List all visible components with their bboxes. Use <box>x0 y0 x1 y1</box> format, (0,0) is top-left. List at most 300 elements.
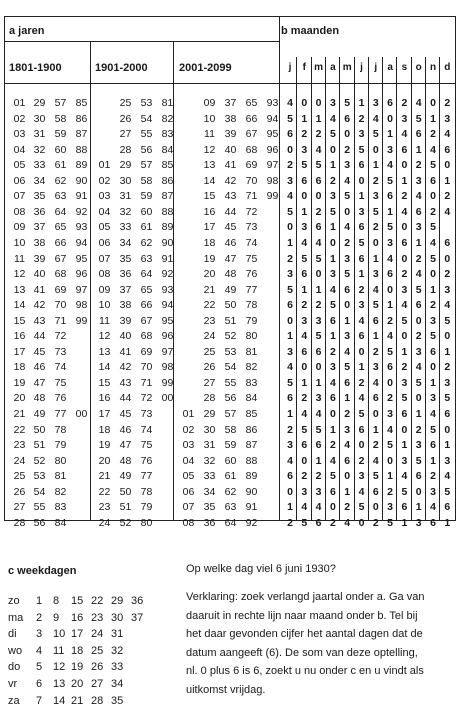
year-cell: 95 <box>161 314 174 327</box>
month-code-cell: 0 <box>387 454 394 467</box>
year-cell: 78 <box>245 299 258 312</box>
year-cell: 77 <box>245 283 258 296</box>
year-cell: 44 <box>33 330 46 343</box>
month-code-cell: 6 <box>387 97 394 109</box>
year-cell: 00 <box>161 392 174 405</box>
year-cell: 30 <box>119 174 132 187</box>
month-code-cell: 5 <box>372 128 379 141</box>
month-code-cell: 5 <box>415 112 422 125</box>
year-cell: 86 <box>245 423 258 436</box>
month-label: j <box>360 62 363 73</box>
month-code-cell: 2 <box>358 376 365 389</box>
month-code-cell: 1 <box>315 454 322 467</box>
year-cell: 65 <box>140 283 153 296</box>
year-cell: 25 <box>119 97 132 109</box>
month-code-cell: 3 <box>415 221 422 234</box>
year-cell: 39 <box>224 128 237 141</box>
month-code-cell: 2 <box>372 439 379 452</box>
month-code-cell: 3 <box>415 516 422 529</box>
month-code-cell: 5 <box>387 221 394 234</box>
year-cell: 03 <box>13 128 26 141</box>
weekday-number: 1 <box>36 595 43 607</box>
month-code-cell: 2 <box>401 268 408 281</box>
year-cell: 03 <box>182 439 195 452</box>
year-cell: 49 <box>224 283 237 296</box>
month-code-cell: 4 <box>329 376 336 389</box>
year-cell: 77 <box>140 470 153 483</box>
year-cell: 09 <box>203 97 216 109</box>
month-code-cell: 6 <box>287 470 293 483</box>
month-code-cell: 6 <box>315 345 322 358</box>
month-code-cell: 0 <box>401 330 408 343</box>
weekday-number: 10 <box>53 628 66 641</box>
month-code-cell: 1 <box>315 376 322 389</box>
month-code-cell: 1 <box>301 283 308 296</box>
year-cell: 36 <box>203 516 216 529</box>
year-cell: 54 <box>224 361 237 374</box>
year-cell: 82 <box>245 361 258 374</box>
calendar-table <box>4 16 456 529</box>
year-cell: 35 <box>203 501 216 514</box>
year-cell: 46 <box>33 361 46 374</box>
month-code-cell: 4 <box>344 516 351 529</box>
weekday-number: 3 <box>36 628 43 641</box>
year-cell: 76 <box>140 454 153 467</box>
year-cell: 19 <box>13 376 26 389</box>
year-cell <box>179 360 198 374</box>
month-code-cell: 1 <box>344 485 351 498</box>
month-code-cell: 4 <box>358 485 365 498</box>
year-cell: 16 <box>98 392 111 405</box>
month-code-cell: 1 <box>415 236 422 249</box>
year-cell: 15 <box>203 190 216 203</box>
year-cell: 42 <box>224 174 237 187</box>
year-cell: 65 <box>245 97 258 109</box>
month-code-cell: 4 <box>372 283 379 296</box>
year-cell <box>263 376 282 390</box>
year-cell <box>158 485 177 499</box>
month-label: n <box>429 62 437 73</box>
month-code-cell: 2 <box>401 190 408 203</box>
year-cell: 73 <box>245 221 258 234</box>
weekday-number: 34 <box>111 678 124 690</box>
year-cell: 17 <box>203 221 216 234</box>
year-cell: 87 <box>75 128 88 141</box>
month-code-cell: 6 <box>315 439 322 452</box>
month-code-cell: 5 <box>344 361 351 374</box>
month-code-cell: 2 <box>344 501 351 514</box>
year-cell: 70 <box>245 174 258 187</box>
year-cell <box>95 143 114 157</box>
month-code-cell: 0 <box>444 330 451 343</box>
year-cell: 46 <box>119 423 132 436</box>
month-code-cell: 6 <box>430 439 436 452</box>
month-code-cell: 1 <box>444 345 451 358</box>
month-code-cell: 2 <box>444 268 451 281</box>
month-code-cell: 2 <box>315 205 322 218</box>
month-code-cell: 2 <box>358 283 365 296</box>
year-cell: 63 <box>140 252 153 265</box>
year-cell: 02 <box>98 174 111 187</box>
year-cell: 21 <box>98 470 111 483</box>
year-cell <box>72 360 91 374</box>
year-cell: 40 <box>33 268 46 281</box>
month-code-cell: 5 <box>287 376 293 389</box>
month-code-cell: 3 <box>301 221 308 234</box>
year-cell <box>179 174 198 188</box>
year-cell: 08 <box>182 516 195 529</box>
month-code-cell: 0 <box>401 423 408 436</box>
explanation-line: daaruit in rechte lijn naar maand onder b. Tel bij <box>186 609 418 622</box>
year-cell <box>179 314 198 328</box>
month-code-cell: 1 <box>387 470 394 483</box>
year-cell: 90 <box>75 174 88 187</box>
year-cell <box>179 252 198 266</box>
year-cell: 94 <box>161 299 174 312</box>
month-code-cell: 3 <box>329 190 336 203</box>
section-a-title: a jaren <box>9 25 45 37</box>
month-code-cell: 3 <box>387 408 394 420</box>
month-code-cell: 0 <box>372 236 379 249</box>
year-cell: 74 <box>54 361 67 374</box>
month-code-cell: 4 <box>344 221 351 234</box>
year-cell: 97 <box>75 283 88 296</box>
month-code-cell: 6 <box>358 330 365 343</box>
year-cell: 87 <box>245 439 258 452</box>
year-cell: 78 <box>54 423 67 436</box>
weekday-number: 33 <box>111 661 124 674</box>
weekday-number: 27 <box>91 678 104 690</box>
year-cell: 09 <box>98 283 111 296</box>
month-code-cell: 0 <box>372 501 379 514</box>
month-code-cell: 5 <box>444 314 451 327</box>
year-cell: 54 <box>33 485 46 498</box>
year-cell: 93 <box>75 221 88 234</box>
month-code-cell: 5 <box>387 174 394 187</box>
month-code-cell: 5 <box>430 159 436 172</box>
year-cell: 05 <box>13 159 26 172</box>
year-cell: 27 <box>119 128 132 141</box>
year-cell: 56 <box>224 392 237 405</box>
year-cell: 75 <box>245 252 258 265</box>
month-code-cell: 1 <box>344 314 351 327</box>
year-cell: 59 <box>140 190 153 203</box>
month-code-cell: 3 <box>372 268 379 281</box>
month-code-cell: 0 <box>358 345 365 358</box>
year-cell: 61 <box>224 470 237 483</box>
month-code-cell: 5 <box>387 439 394 452</box>
year-cell: 81 <box>245 345 258 358</box>
month-label: j <box>288 62 292 73</box>
weekday-number: 20 <box>71 678 84 690</box>
year-cell: 14 <box>98 361 111 374</box>
year-cell: 75 <box>54 376 67 389</box>
month-code-cell: 4 <box>315 236 322 249</box>
year-cell: 81 <box>161 97 174 109</box>
year-cell: 26 <box>119 112 132 125</box>
year-cell: 23 <box>98 501 111 514</box>
year-cell: 10 <box>98 299 111 312</box>
year-cell: 20 <box>203 268 216 281</box>
month-code-cell: 5 <box>329 299 336 312</box>
year-cell <box>179 143 198 157</box>
month-code-cell: 6 <box>401 236 408 249</box>
month-code-cell: 2 <box>329 439 336 452</box>
weekday-number: 22 <box>91 595 104 607</box>
month-code-cell: 6 <box>387 268 394 281</box>
month-code-cell: 5 <box>372 470 379 483</box>
year-cell: 95 <box>75 252 88 265</box>
year-cell: 08 <box>13 205 26 218</box>
explanation-line: uitkomst vrijdag. <box>186 683 266 696</box>
year-cell: 23 <box>13 439 26 452</box>
year-cell: 49 <box>33 408 46 420</box>
year-cell <box>263 407 282 421</box>
year-cell: 36 <box>119 268 132 281</box>
year-cell: 10 <box>13 236 26 249</box>
month-code-cell: 3 <box>344 423 351 436</box>
month-code-cell: 6 <box>415 470 422 483</box>
year-cell: 83 <box>245 376 258 389</box>
month-code-cell: 0 <box>301 190 308 203</box>
month-code-cell: 1 <box>315 283 322 296</box>
year-cell: 80 <box>245 330 258 343</box>
month-code-cell: 1 <box>358 97 365 109</box>
month-code-cell: 6 <box>315 174 322 187</box>
year-cell <box>95 112 114 126</box>
month-code-cell: 5 <box>287 205 293 218</box>
month-code-cell: 4 <box>387 252 394 265</box>
year-cell: 58 <box>140 174 153 187</box>
year-cell: 51 <box>33 439 46 452</box>
year-cell <box>72 376 91 390</box>
year-cell: 62 <box>54 174 67 187</box>
year-cell: 97 <box>266 159 279 172</box>
year-cell: 91 <box>161 252 174 265</box>
year-cell: 43 <box>33 314 46 327</box>
month-code-cell: 6 <box>358 252 365 265</box>
year-cell: 72 <box>140 392 153 405</box>
year-cell: 64 <box>224 516 237 529</box>
year-cell: 98 <box>161 361 174 374</box>
year-cell: 99 <box>161 376 174 389</box>
month-code-cell: 2 <box>315 299 322 312</box>
month-code-cell: 6 <box>387 190 394 203</box>
month-code-cell: 5 <box>372 299 379 312</box>
year-cell: 48 <box>224 268 237 281</box>
year-cell: 70 <box>54 299 67 312</box>
month-code-cell: 6 <box>372 392 379 405</box>
month-code-cell: 6 <box>315 221 322 234</box>
year-cell: 52 <box>224 330 237 343</box>
month-code-cell: 6 <box>387 361 394 374</box>
year-cell: 90 <box>245 485 258 498</box>
month-code-cell: 4 <box>287 190 293 203</box>
year-cell: 26 <box>13 485 26 498</box>
month-code-cell: 3 <box>301 485 308 498</box>
month-code-cell: 3 <box>315 392 322 405</box>
year-cell: 96 <box>266 143 279 156</box>
month-code-cell: 4 <box>301 408 308 420</box>
month-code-cell: 2 <box>415 252 422 265</box>
year-cell: 18 <box>98 423 111 436</box>
month-code-cell: 4 <box>358 392 365 405</box>
month-code-cell: 6 <box>415 299 422 312</box>
year-cell: 09 <box>13 221 26 234</box>
year-cell: 04 <box>98 205 111 218</box>
month-code-cell: 0 <box>329 408 336 420</box>
year-cell: 25 <box>203 345 216 358</box>
weekday-number: 12 <box>53 661 66 674</box>
month-code-cell: 4 <box>401 299 408 312</box>
year-cell: 76 <box>245 268 258 281</box>
month-code-cell: 0 <box>387 112 394 125</box>
weekday-number: 23 <box>91 611 104 624</box>
year-cell: 93 <box>266 97 279 109</box>
weekday-number: 17 <box>71 628 84 641</box>
month-code-cell: 2 <box>315 128 322 141</box>
month-code-cell: 0 <box>401 252 408 265</box>
year-cell: 27 <box>203 376 216 389</box>
month-code-cell: 5 <box>358 236 365 249</box>
weekday-number: 11 <box>53 644 65 657</box>
year-cell: 17 <box>98 408 111 420</box>
year-cell: 71 <box>245 190 258 203</box>
year-cell: 43 <box>119 376 132 389</box>
year-cell: 65 <box>54 221 67 234</box>
month-code-cell: 5 <box>329 470 336 483</box>
month-code-cell: 4 <box>287 97 293 109</box>
year-cell: 40 <box>224 143 237 156</box>
month-code-cell: 6 <box>358 221 365 234</box>
month-code-cell: 2 <box>387 392 394 405</box>
year-cell: 89 <box>245 470 258 483</box>
month-code-cell: 0 <box>329 143 336 156</box>
year-cell: 73 <box>54 345 67 358</box>
year-cell <box>179 329 198 343</box>
year-cell <box>72 454 91 468</box>
month-code-cell: 4 <box>372 112 379 125</box>
month-code-cell: 4 <box>430 143 436 156</box>
year-cell: 56 <box>33 516 46 529</box>
year-cell: 35 <box>119 252 132 265</box>
year-cell: 50 <box>224 299 237 312</box>
month-code-cell: 0 <box>415 392 422 405</box>
year-cell <box>179 189 198 203</box>
month-code-cell: 6 <box>329 485 336 498</box>
year-cell <box>263 345 282 359</box>
year-cell: 71 <box>140 376 153 389</box>
year-cell: 83 <box>54 501 67 514</box>
year-cell: 62 <box>224 485 237 498</box>
month-code-cell: 1 <box>329 423 336 436</box>
month-code-cell: 3 <box>287 268 293 281</box>
month-code-cell: 6 <box>344 454 351 467</box>
month-code-cell: 2 <box>372 221 379 234</box>
year-cell: 53 <box>33 470 46 483</box>
month-code-cell: 3 <box>315 314 322 327</box>
month-code-cell: 5 <box>387 345 394 358</box>
year-cell: 34 <box>119 236 132 249</box>
year-cell: 07 <box>182 501 195 514</box>
year-cell: 99 <box>266 190 279 203</box>
year-cell: 40 <box>119 330 132 343</box>
year-cell: 18 <box>203 236 216 249</box>
year-cell: 96 <box>161 330 174 343</box>
month-code-cell: 6 <box>344 112 351 125</box>
year-cell: 21 <box>203 283 216 296</box>
year-cell: 16 <box>13 330 26 343</box>
weekday-number: 35 <box>111 694 124 707</box>
month-code-cell: 2 <box>344 236 351 249</box>
year-cell: 19 <box>98 439 111 452</box>
year-cell <box>72 485 91 499</box>
month-code-cell: 5 <box>301 159 308 172</box>
weekday-name: za <box>8 694 20 707</box>
month-code-cell: 6 <box>287 128 293 141</box>
year-cell: 48 <box>119 454 132 467</box>
year-cell: 83 <box>161 128 174 141</box>
month-label: d <box>444 62 451 73</box>
year-cell: 17 <box>13 345 26 358</box>
month-code-cell: 3 <box>444 112 451 125</box>
year-cell <box>263 516 282 530</box>
month-code-cell: 6 <box>401 143 408 156</box>
month-code-cell: 0 <box>301 361 308 374</box>
weekday-name: wo <box>8 644 23 657</box>
year-cell: 61 <box>140 221 153 234</box>
year-cell: 11 <box>14 252 25 265</box>
month-code-cell: 1 <box>301 112 308 125</box>
year-cell: 41 <box>224 159 237 172</box>
month-code-cell: 6 <box>430 345 436 358</box>
month-code-cell: 2 <box>372 174 379 187</box>
year-cell: 38 <box>224 112 237 125</box>
month-code-cell: 6 <box>315 516 322 529</box>
month-code-cell: 3 <box>415 345 422 358</box>
year-cell <box>95 127 114 141</box>
year-cell: 99 <box>75 314 88 327</box>
year-cell: 32 <box>203 454 216 467</box>
year-cell: 12 <box>13 268 26 281</box>
year-cell: 55 <box>33 501 46 514</box>
year-cell: 20 <box>98 454 111 467</box>
month-code-cell: 4 <box>387 423 394 436</box>
year-cell: 63 <box>54 190 67 203</box>
month-code-cell: 5 <box>430 423 436 436</box>
month-code-cell: 6 <box>430 516 436 529</box>
year-cell <box>179 127 198 141</box>
month-code-cell: 4 <box>329 283 336 296</box>
year-cell: 02 <box>13 112 26 125</box>
month-code-cell: 5 <box>358 501 365 514</box>
month-code-cell: 1 <box>358 361 365 374</box>
month-code-cell: 1 <box>401 439 408 452</box>
year-cell: 92 <box>75 205 88 218</box>
year-cell: 29 <box>119 159 132 172</box>
year-cell: 59 <box>224 439 237 452</box>
explanation-line: nl. 0 plus 6 is 6, zoekt u nu onder c en u vindt als <box>186 665 424 677</box>
year-cell <box>263 485 282 499</box>
weekday-number: 9 <box>53 611 60 624</box>
year-cell: 20 <box>13 392 26 405</box>
year-cell: 66 <box>245 112 258 125</box>
month-label: s <box>401 62 408 73</box>
month-code-cell: 6 <box>358 423 365 436</box>
year-cell: 37 <box>224 97 237 109</box>
year-cell: 34 <box>203 485 216 498</box>
month-code-cell: 2 <box>287 159 293 172</box>
